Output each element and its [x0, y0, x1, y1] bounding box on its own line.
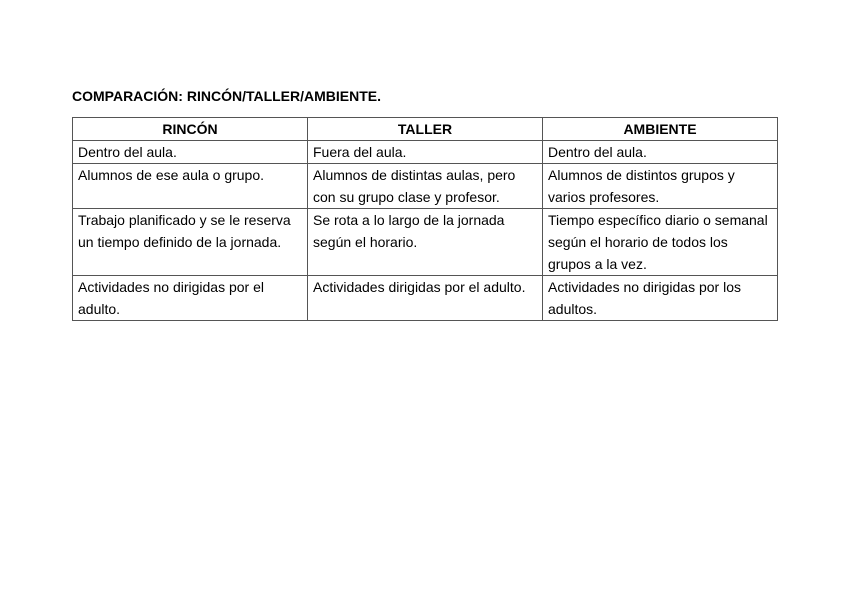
table-cell: Actividades no dirigidas por el adulto. — [73, 276, 308, 321]
column-header-taller: TALLER — [308, 118, 543, 141]
table-cell: Actividades no dirigidas por los adultos. — [543, 276, 778, 321]
table-cell: Alumnos de ese aula o grupo. — [73, 164, 308, 209]
table-row — [73, 209, 778, 276]
table-row — [73, 164, 778, 209]
table-cell: Dentro del aula. — [543, 141, 778, 164]
comparison-table — [72, 117, 778, 321]
table-row — [73, 276, 778, 321]
table-row — [73, 141, 778, 164]
column-header-rincon: RINCÓN — [73, 118, 308, 141]
table-cell: Trabajo planificado y se le reserva un tiempo definido de la jornada. — [73, 209, 308, 276]
page-title: COMPARACIÓN: RINCÓN/TALLER/AMBIENTE. — [72, 88, 382, 104]
table-cell: Se rota a lo largo de la jornada según el horario. — [308, 209, 543, 276]
table-header-row — [73, 118, 778, 141]
column-header-ambiente: AMBIENTE — [543, 118, 778, 141]
table-cell: Tiempo específico diario o semanal según el horario de todos los grupos a la vez. — [543, 209, 778, 276]
table-cell: Fuera del aula. — [308, 141, 543, 164]
table-cell: Actividades dirigidas por el adulto. — [308, 276, 543, 321]
table-cell: Alumnos de distintos grupos y varios profesores. — [543, 164, 778, 209]
table-cell: Alumnos de distintas aulas, pero con su grupo clase y profesor. — [308, 164, 543, 209]
table-cell: Dentro del aula. — [73, 141, 308, 164]
